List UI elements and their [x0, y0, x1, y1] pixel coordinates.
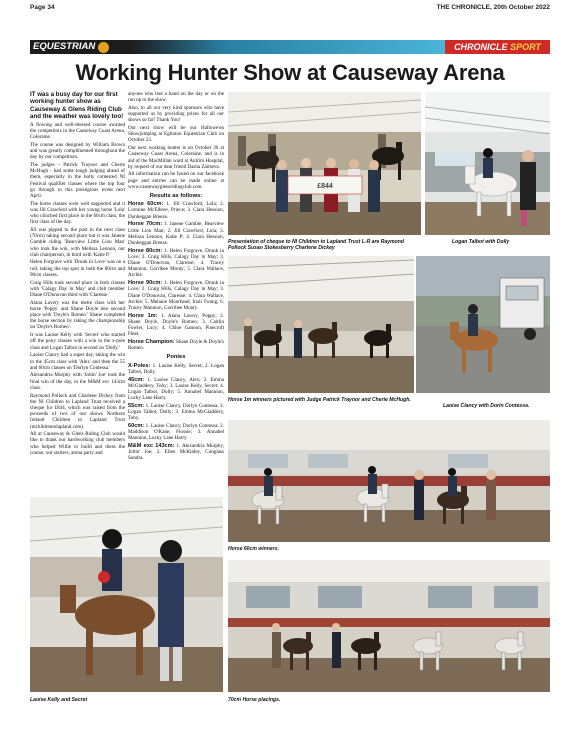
paragraph: The course was designed by William Brown and was greatly complimented throughout the day by our competitors. — [30, 141, 125, 161]
paragraph: Raymond Pollock and Charlene Dickey from the NI Children to Lapland Trust received a cheque for £844, which was raised from the proceeds of two of our shows Northern Ireland Children to Lapland Trust (nichildrentolapland.com). — [30, 392, 125, 430]
paragraph: Helen Forgrave with 'Drunk in Love' was on a roll, taking the top spot in both the 80cm and 90cm classes. — [30, 259, 125, 278]
result-text: 1. Helen Forgrave, Drunk in Love; 2. Craig Hills, Calagy Day in May; 3. Diane O'Donovan, Claresse; 4. Tracey Mannion, Gorribee Monty; 5. Clara Wallace, Archie. — [128, 247, 224, 279]
banner-section-label: EQUESTRIAN — [33, 41, 96, 52]
paragraph: Craig Hills took second place in both classes with 'Calagy Day in May' and club member Diane O'Donovan third with 'Claresse.' — [30, 279, 125, 298]
horse70-photo-illustration — [228, 560, 550, 692]
result-class: Horse 80cm: — [128, 247, 163, 254]
result-text: 1. Jill Crawford, Lola; 2. Lorraine McElhree, Prince; 3. Ciara Hession, Dunbeggan Breeze. — [128, 201, 224, 220]
result-class: 45cm: — [128, 376, 145, 383]
equestrian-label — [30, 40, 130, 54]
rider — [483, 148, 493, 178]
result-class: 60cm: — [128, 422, 145, 429]
paragraph: Also, to all our very kind sponsors who have supported us by providing prizes for all our shows so far! Thank You! — [128, 104, 224, 124]
banner-gradient — [130, 40, 445, 54]
horse1m-photo-illustration — [228, 256, 414, 393]
paragraph: Laoise Clancy had a super day, taking the win in the 45cm class with 'Alex' and then the 55 and 60cm classes on 'Dorlyn Contessa.' — [30, 352, 125, 371]
ponies-heading: Ponies — [166, 354, 186, 361]
horsebox — [500, 278, 544, 328]
laoise-kelly-caption: Laoise Kelly and Secret — [30, 697, 88, 703]
result-class: Horse 60cm: — [128, 201, 164, 208]
result-entry — [128, 377, 224, 402]
paragraph: A flowing and well-dressed course awaited the competitors in the Causeway Coast Arena, Coleraine. — [30, 121, 125, 141]
paragraph: Our next show will be our Hallowe'en Showjumping at Eglinton Equestrian Club on October 23. — [128, 125, 224, 144]
result-class: Horse 70cm: — [128, 221, 163, 228]
paragraph: All information can be found on our facebook page and entries can be made online at www.causewayglensridingclub.com. — [128, 171, 224, 190]
paragraph: The judges - Patrick Traynor and Cherie McHugh - had some tough judging ahead of them, especially in the hotly contested NI Festival qualifier classes where the top four go through to this prestigious event next April. — [30, 161, 125, 199]
result-text: 1. Laoise Clancy, Dorlyn Contessa; 2. Logan Talbot, Dolly; 3. Emma McGladdery, Toby. — [128, 402, 224, 422]
result-entry — [128, 280, 224, 311]
result-entry — [128, 423, 224, 442]
cheque-amount: £844 — [317, 183, 333, 190]
judge — [294, 320, 302, 358]
page-number: Page 34 — [30, 4, 55, 11]
horse-1m-photo — [228, 256, 414, 393]
result-entry — [128, 201, 224, 220]
cheque-presentation-photo — [228, 92, 421, 235]
result-class: 55cm: — [128, 402, 145, 409]
logan-talbot-photo — [425, 92, 550, 235]
result-entry — [128, 221, 224, 246]
paragraph: anyone who lent a hand on the day or on the run up to the show. — [128, 91, 224, 104]
article-lead: IT was a busy day for our first working hunter show as Causeway & Glens Riding Club and the weather was lovely too! — [30, 91, 124, 120]
laoise-clancy-caption: Laoise Clancy with Dorin Contessa. — [443, 403, 530, 409]
rider — [468, 304, 478, 336]
result-entry — [128, 443, 224, 462]
result-entry — [128, 339, 224, 351]
rosette — [98, 571, 110, 583]
result-class: Horse 1m: — [128, 312, 158, 319]
cheque-caption: Presentation of cheque to NI Children to Lapland Trust L-R are Raymond Pollock Susan Stokesberry Charlene Dickey — [228, 239, 404, 252]
horse-1m-caption: Horse 1m winners pictured with Judge Patrick Traynor and Cherie McHugh. — [228, 397, 411, 403]
result-text: 1. Laoise Kelly, Secret; 2. Logan Talbot, Dolly. — [128, 362, 224, 375]
result-class: X-Poles: — [128, 362, 151, 369]
article-column-1 — [30, 91, 125, 495]
horse-60cm-caption: Horse 60cm winners. — [228, 546, 279, 552]
chronicle-sport-label — [445, 40, 550, 54]
result-entry — [128, 313, 224, 338]
result-text: 1. Laoise Clancy, Dorlyn Contessa; 2. Maddison O'Kane, Flossie; 3. Annabel Mannion, Lucky Lane Harry. — [128, 422, 224, 442]
result-entry — [128, 248, 224, 279]
horse-60cm-photo — [228, 420, 550, 542]
cheque-photo-illustration — [228, 92, 421, 235]
result-entry — [128, 363, 224, 375]
wheel — [524, 328, 536, 340]
horse-70cm-photo — [228, 560, 550, 692]
clancy-photo-illustration — [416, 256, 550, 393]
paragraph: It was Laoise Kelly with 'Secret' who started off the pony classes with a win in the x-pole class and Logan Talbot in second on 'Dolly.' — [30, 332, 125, 351]
result-text: 1. Alexandria Murphy, Joltin' Joe; 2. Ellen McKinley, Conglass Sundra. — [128, 443, 224, 462]
paragraph: Jill was pipped to the post in the next class (70cm) taking second place but it was Janene Gamble riding 'Bearview Little Lion Man' who took the win, with Melissa Lennon, our club chairperson, in third with 'Katie P.' — [30, 226, 125, 258]
result-text: 1. Helen Forgrave, Drunk in Love; 2. Craig Hills, Calagy Day in May; 3. Diane O'Donovan, Claresse; 4. Clara Wallace, Archie; 5. Melanie Moorhead, Irish Twang; 6. Tracey Mannion, Gorribee Monty. — [128, 280, 224, 311]
result-entry — [128, 403, 224, 422]
paragraph: All at Causeway & Glens Riding Club would like to thank our hardworking club members who helped Willie to build and dress the course, our starters, arena party and — [30, 431, 125, 456]
page-header — [30, 4, 550, 18]
article-headline: Working Hunter Show at Causeway Arena — [75, 60, 505, 85]
results-heading: Results as follows: — [149, 193, 203, 200]
banner-chronicle: CHRONICLE — [454, 42, 508, 52]
horse60-photo-illustration — [228, 420, 550, 542]
laoise-kelly-photo — [30, 497, 223, 692]
judge — [244, 318, 252, 358]
paragraph: Our next working hunter is on October 30 at Causeway Coast Arena, Coleraine, and is in aid of the MacMillan ward at Antrim Hospital, by request of our dear friend Dasha Zaitseva. — [128, 145, 224, 170]
laoise-clancy-photo — [416, 256, 550, 393]
horse-70cm-caption: 70cm Horse placings. — [228, 697, 281, 703]
result-text: 1. Laoise Clancy, Alex; 2. Emma McGladdery, Toby; 3. Laoise Kelly, Secret; 4. Logan Talbot, Dolly; 5. Annabel Mannion, Lucky Lane Harry. — [128, 376, 224, 402]
kelly-photo-illustration — [30, 497, 223, 692]
paragraph: The horse classes were well supported and it was Jill Crawford with her young horse 'Lola' who clinched first place in the 60cm class, the first class of the day. — [30, 200, 125, 226]
result-text: Shane Doyle & Doyle's Romeo. — [128, 339, 224, 352]
section-banner — [30, 40, 550, 54]
paragraph: Alexandria Murphy with 'Joltin' Joe' took the final win of the day, in the M&M exc 143cm class. — [30, 372, 125, 391]
result-class: Horse Champion: — [128, 339, 175, 346]
result-class: M&M exc 143cm: — [128, 443, 175, 450]
result-text: 1. Janene Gamble, Bearview Little Lion Man; 2. Jill Crawford, Lola; 3. Melissa Lennon, Katie P; 4. Ciara Hession, Dunbeggan Breeze. — [128, 221, 224, 246]
paragraph: Alana Lavery was the metre class with her horse 'Poppy' and Shane Doyle into second place with 'Doyle's Romeo.' Shane completed the horse section by taking the championship on 'Doyle's Romeo'. — [30, 299, 125, 331]
result-text: 1. Alana Lavery, Poppy; 2. Shane Doyle, Doyle's Romeo; 3. Caitlin Fowler, Lucy; 4. Chloe Gannon, Pinecroft Fleet. — [128, 312, 224, 338]
result-class: Horse 90cm: — [128, 280, 163, 287]
horseshoe-badge-icon — [98, 42, 109, 53]
logan-caption: Logan Talbot with Dolly — [452, 239, 510, 245]
logan-photo-illustration — [425, 92, 550, 235]
paper-date: THE CHRONICLE, 20th October 2022 — [436, 4, 550, 11]
banner-sport: SPORT — [510, 42, 541, 52]
